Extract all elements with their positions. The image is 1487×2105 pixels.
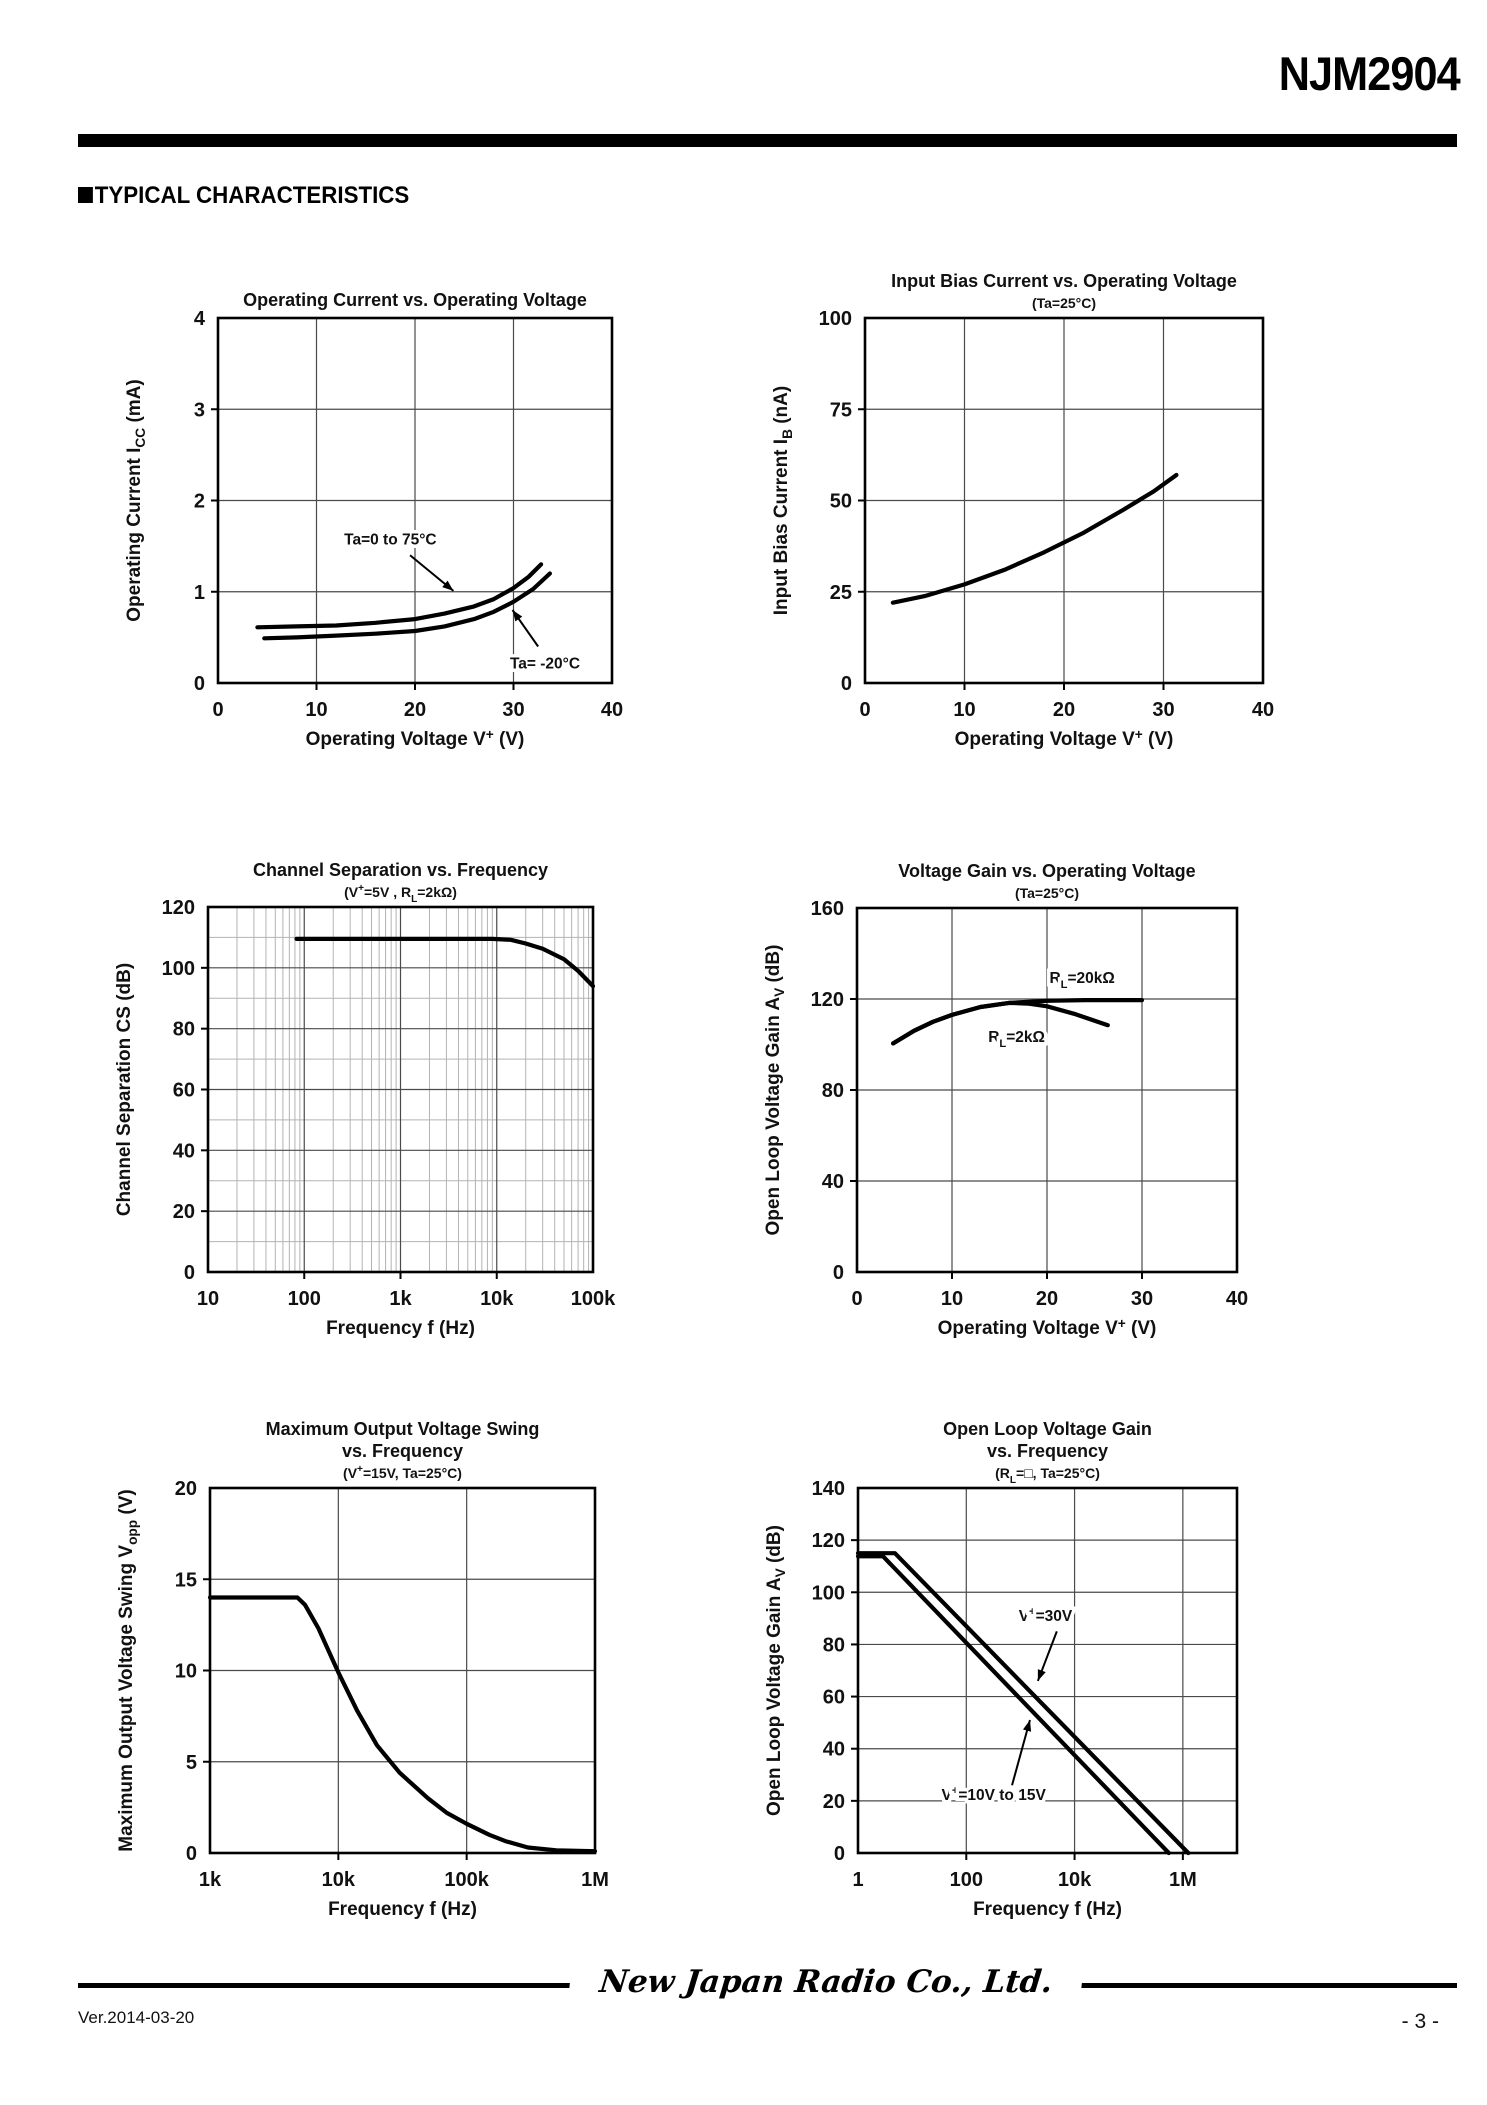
x-tick-label: 40 — [1225, 1288, 1249, 1310]
chart-open-loop-gain-frequency — [760, 1420, 1320, 1925]
y-tick-label: 50 — [829, 490, 852, 513]
y-tick-label: 1 — [193, 581, 205, 604]
x-tick-label: 20 — [1052, 699, 1076, 721]
x-axis-label: Frequency f (Hz) — [326, 1318, 475, 1339]
chart-voltage-gain — [760, 860, 1320, 1345]
chart-voltage-gain-plot — [760, 860, 1320, 1340]
y-tick-label: 20 — [174, 1478, 197, 1500]
series-curve — [858, 1556, 1169, 1853]
chart-operating-current — [80, 270, 660, 755]
series-curve — [257, 564, 541, 627]
y-tick-label: 40 — [821, 1171, 844, 1193]
x-tick-label: 1 — [852, 1869, 864, 1891]
y-tick-label: 25 — [829, 581, 852, 604]
x-tick-label: 1k — [389, 1288, 412, 1310]
y-tick-label: 0 — [840, 673, 852, 695]
x-tick-label: 10k — [480, 1288, 514, 1310]
y-tick-label: 60 — [172, 1079, 195, 1102]
chart-title: Input Bias Current vs. Operating Voltage — [891, 271, 1237, 291]
x-axis-label: Frequency f (Hz) — [328, 1899, 477, 1920]
x-axis-label: Operating Voltage V+ (V) — [305, 727, 525, 750]
x-tick-label: 10 — [940, 1288, 964, 1310]
x-tick-label: 100 — [949, 1869, 983, 1891]
chart-max-output-voltage-swing — [80, 1420, 660, 1925]
x-tick-label: 40 — [600, 699, 624, 721]
y-tick-label: 5 — [185, 1751, 197, 1774]
x-tick-label: 100k — [570, 1288, 616, 1310]
y-tick-label: 100 — [161, 957, 195, 980]
series-curve — [264, 574, 550, 639]
page-number: - 3 - — [1401, 2010, 1439, 2033]
y-tick-label: 80 — [821, 1080, 844, 1102]
y-tick-label: 100 — [811, 1582, 845, 1605]
annotation-label: Ta=0 to 75°C — [344, 531, 437, 549]
x-tick-label: 30 — [1152, 699, 1175, 721]
x-axis-label: Operating Voltage V+ (V) — [954, 727, 1174, 750]
chart-subtitle: (V+=5V , $R_L=2k\Omega$) — [344, 883, 457, 905]
section-title-text: TYPICAL CHARACTERISTICS — [94, 182, 410, 209]
y-tick-label: 120 — [161, 897, 195, 919]
y-tick-label: 3 — [193, 399, 205, 422]
x-tick-label: 1k — [198, 1869, 222, 1891]
x-tick-label: 40 — [1251, 699, 1275, 721]
y-tick-label: 80 — [172, 1018, 195, 1041]
annotation-label: V+=10V to 15V — [941, 1785, 1046, 1805]
chart-operating-current-plot — [80, 270, 660, 750]
x-tick-label: 10 — [953, 699, 976, 721]
x-axis-label: Operating Voltage V+ (V) — [937, 1316, 1157, 1339]
chart-channel-separation — [80, 860, 660, 1345]
y-axis-label: Input Bias Current $I_B$ (nA) — [771, 385, 795, 616]
y-axis-label: Operating Current $I_{CC}$ (mA) — [124, 379, 148, 622]
y-tick-label: 60 — [822, 1686, 845, 1709]
y-tick-label: 20 — [822, 1790, 845, 1813]
chart-title: Maximum Output Voltage Swing — [265, 1420, 540, 1439]
x-tick-label: 1M — [1168, 1869, 1197, 1891]
x-tick-label: 30 — [502, 699, 525, 721]
x-tick-label: 0 — [859, 699, 871, 721]
y-axis-label: Open Loop Voltage Gain $A_V$ (dB) — [764, 1525, 788, 1816]
y-tick-label: 160 — [810, 898, 844, 920]
x-tick-label: 10 — [305, 699, 328, 721]
y-tick-label: 0 — [833, 1843, 845, 1865]
y-axis-label: Maximum Output Voltage Swing $V_{opp}$ (V) — [116, 1489, 140, 1852]
section-marker-square — [78, 187, 93, 203]
chart-input-bias-current-plot — [760, 270, 1320, 750]
chart-input-bias-current — [760, 270, 1320, 755]
chart-title: Operating Current vs. Operating Voltage — [243, 290, 587, 310]
y-tick-label: 40 — [822, 1738, 845, 1761]
x-tick-label: 0 — [851, 1288, 863, 1310]
annotation-label: Ta= -20°C — [509, 655, 581, 673]
y-tick-label: 15 — [174, 1569, 197, 1592]
x-tick-label: 10 — [196, 1288, 220, 1310]
y-tick-label: 80 — [822, 1634, 845, 1657]
y-tick-label: 2 — [193, 490, 205, 513]
x-tick-label: 100 — [287, 1288, 321, 1310]
annotation-label: V+=30V — [1018, 1605, 1073, 1625]
y-axis-label: Channel Separation CS (dB) — [114, 962, 135, 1217]
y-tick-label: 0 — [185, 1843, 197, 1865]
x-axis-label: Frequency f (Hz) — [973, 1899, 1122, 1920]
chart-title: Channel Separation vs. Frequency — [252, 860, 549, 880]
header-rule — [78, 134, 1457, 147]
y-tick-label: 75 — [829, 399, 852, 422]
y-tick-label: 0 — [193, 673, 205, 695]
x-tick-label: 100k — [444, 1869, 489, 1891]
annotation-label: $R_L=2k\Omega$ — [988, 1029, 1045, 1051]
series-curve — [297, 939, 594, 986]
chart-title: Open Loop Voltage Gain — [943, 1420, 1152, 1439]
x-tick-label: 20 — [1035, 1288, 1059, 1310]
x-tick-label: 0 — [212, 699, 224, 721]
chart-title: Voltage Gain vs. Operating Voltage — [898, 861, 1196, 881]
y-tick-label: 0 — [183, 1262, 195, 1284]
y-tick-label: 140 — [811, 1478, 845, 1500]
chart-open-loop-gain-frequency-plot — [760, 1420, 1320, 1920]
chart-max-output-voltage-swing-plot — [80, 1420, 660, 1920]
x-tick-label: 20 — [403, 699, 427, 721]
x-tick-label: 10k — [321, 1869, 356, 1891]
y-tick-label: 10 — [174, 1660, 197, 1683]
annotation-label: $R_L=20k\Omega$ — [1049, 970, 1115, 992]
part-number-title: NJM2904 — [1278, 47, 1460, 100]
y-tick-label: 0 — [832, 1262, 844, 1284]
x-tick-label: 30 — [1130, 1288, 1154, 1310]
chart-subtitle: (Ta=25°C) — [1031, 295, 1097, 311]
annotation-arrowhead — [1038, 1669, 1046, 1681]
y-tick-label: 120 — [810, 989, 844, 1011]
chart-subtitle: (Ta=25°C) — [1014, 885, 1080, 901]
series-curve — [210, 1598, 595, 1852]
y-tick-label: 20 — [172, 1201, 195, 1224]
plot-border — [858, 1488, 1237, 1853]
y-tick-label: 120 — [811, 1530, 845, 1553]
annotation-arrowhead — [1023, 1720, 1031, 1732]
y-axis-label: Open Loop Voltage Gain $A_V$ (dB) — [763, 944, 787, 1236]
x-tick-label: 10k — [1057, 1869, 1092, 1891]
chart-subtitle: ($R_L=□$, Ta=25°C) — [995, 1465, 1100, 1486]
x-tick-label: 1M — [581, 1869, 609, 1891]
chart-title: vs. Frequency — [986, 1441, 1109, 1461]
y-tick-label: 4 — [193, 308, 205, 330]
chart-title: vs. Frequency — [341, 1441, 464, 1461]
section-title — [78, 182, 409, 210]
version-label: Ver.2014-03-20 — [78, 2008, 195, 2027]
series-curve — [893, 475, 1177, 603]
y-tick-label: 100 — [818, 308, 852, 330]
chart-subtitle: (V+=15V, Ta=25°C) — [343, 1464, 462, 1481]
company-logo: New Japan Radio Co., Ltd. — [568, 1964, 1084, 2000]
y-tick-label: 40 — [172, 1140, 195, 1163]
chart-channel-separation-plot — [80, 860, 660, 1340]
